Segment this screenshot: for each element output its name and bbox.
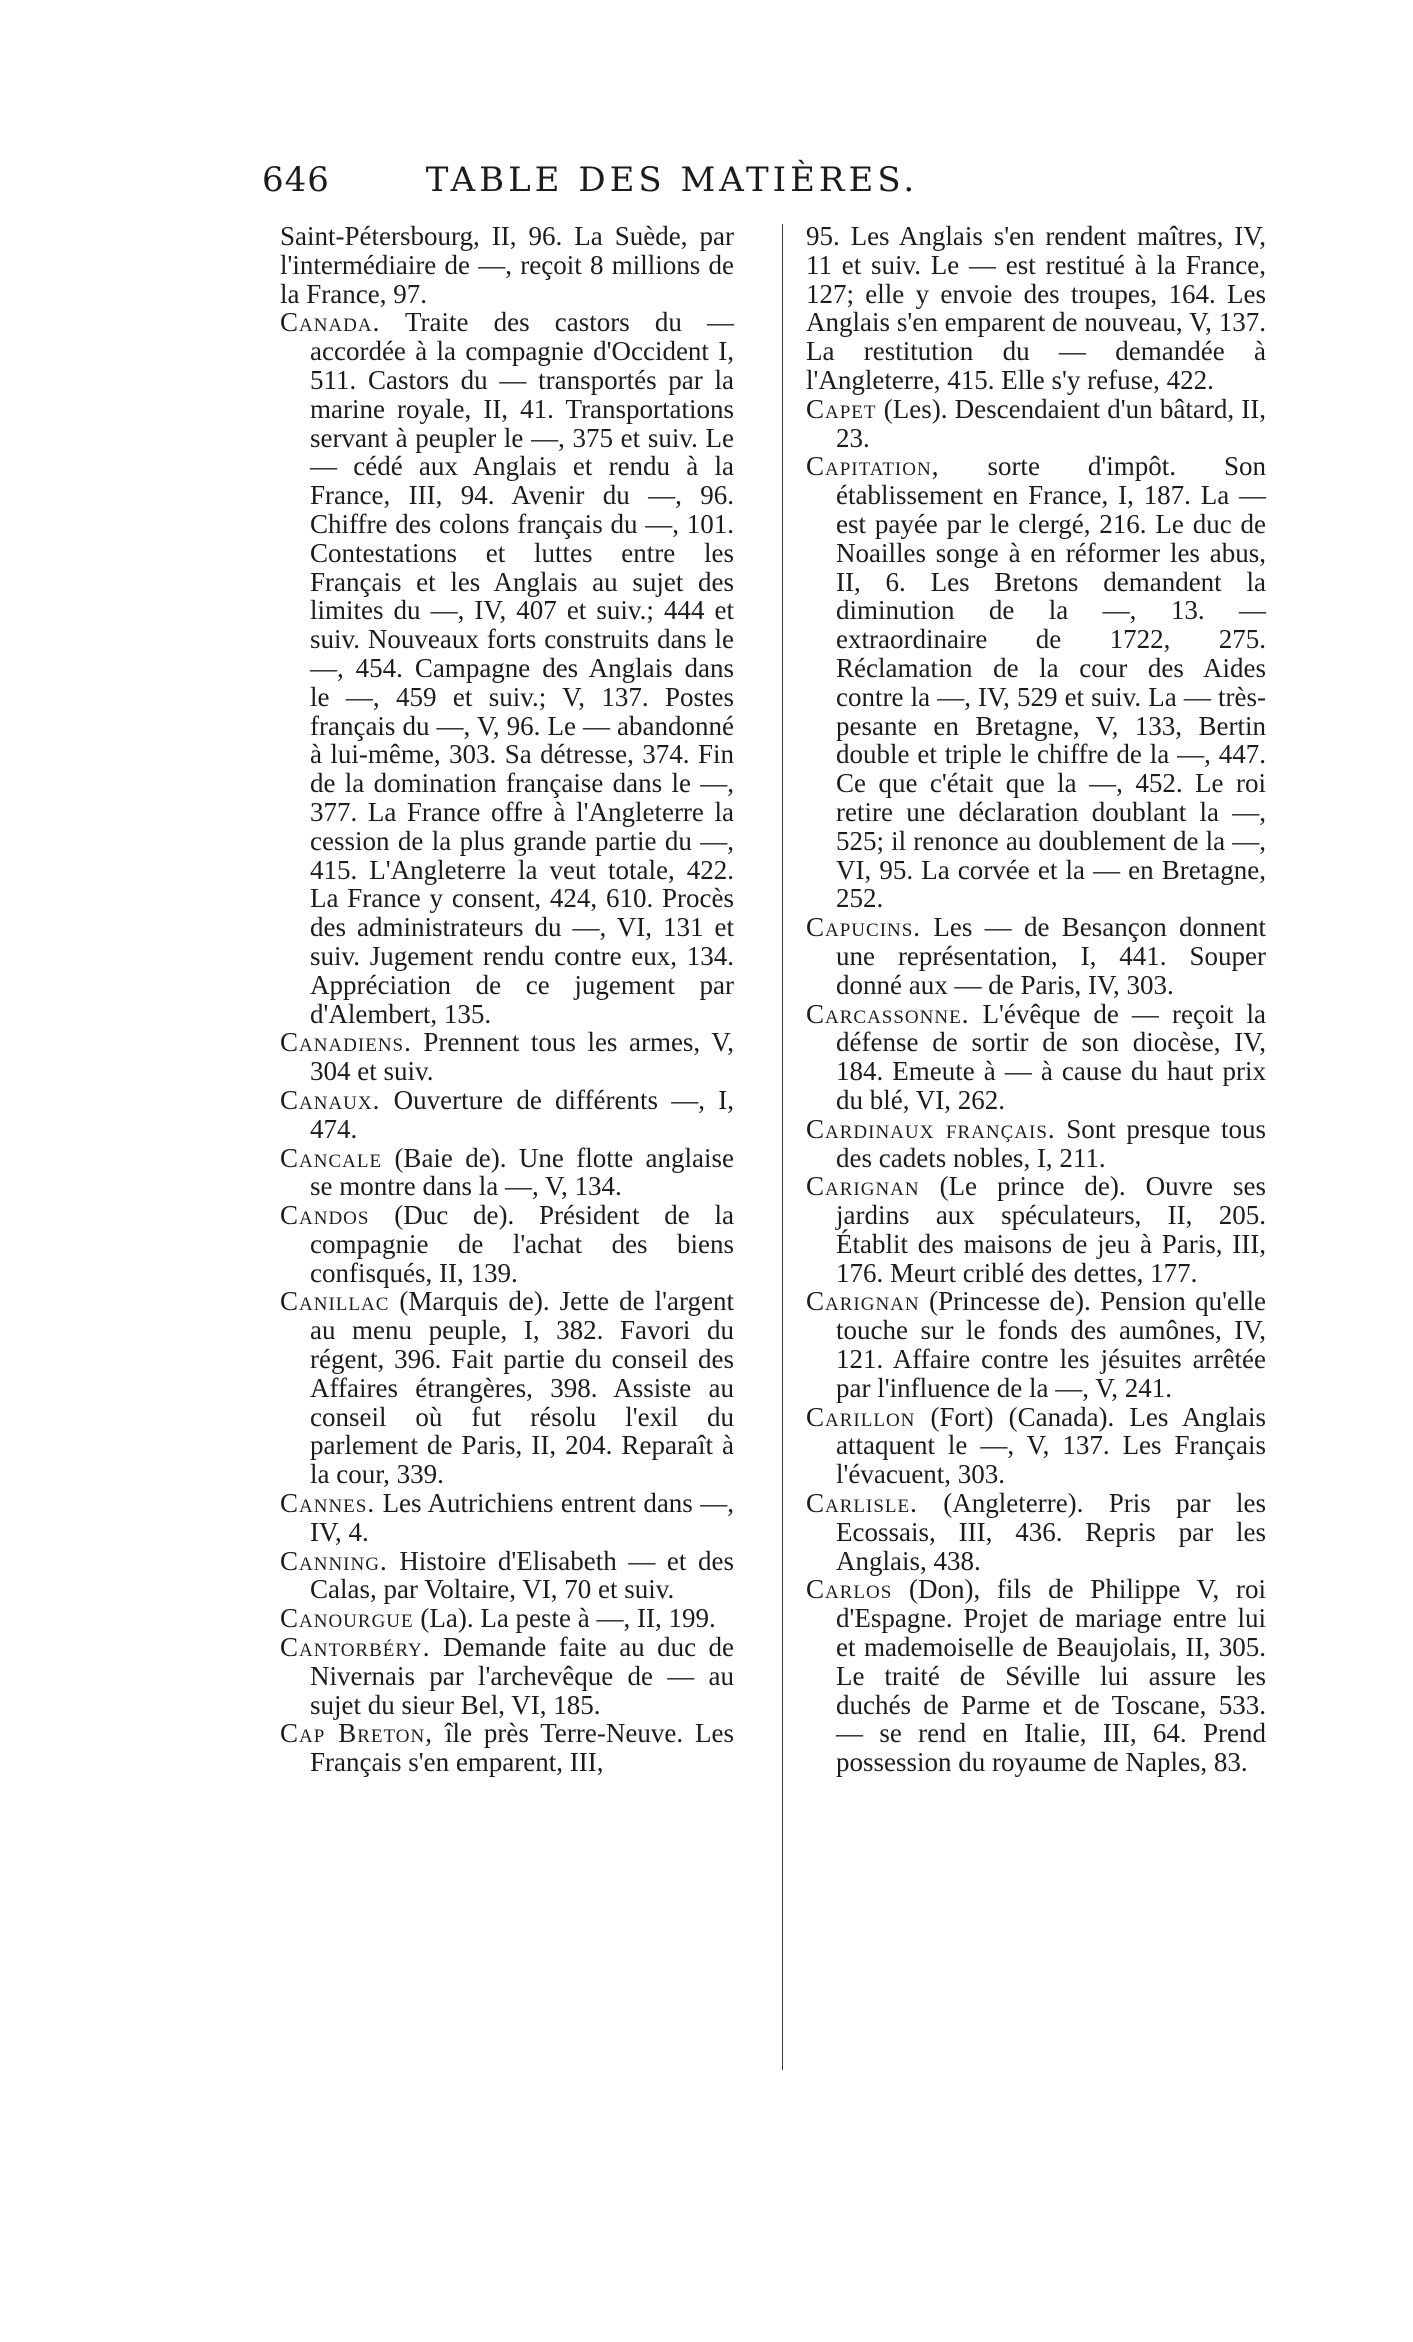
- entry-text: (Angleterre). Pris par les Ecossais, III, 436. Repris par les Anglais, 438.: [836, 1488, 1267, 1576]
- page-number: 646: [262, 160, 330, 200]
- entry-text: Histoire d'Elisabeth — et des Calas, par Voltaire, VI, 70 et suiv.: [310, 1545, 734, 1605]
- index-entry: [806, 452, 1266, 913]
- entry-heading: Cardinaux français.: [806, 1113, 1056, 1144]
- entry-text: (Princesse de). Pension qu'elle touche sur le fonds des aumônes, IV, 121. Affaire contre les jésuites arrêtée par l'influence de la —, V, 241.: [836, 1286, 1267, 1403]
- index-entry: [280, 1633, 734, 1719]
- right-column: [806, 222, 1266, 1777]
- entry-text: Saint-Pétersbourg, II, 96. La Suède, par l'intermédiaire de —, reçoit 8 millions de la France, 97.: [280, 221, 734, 309]
- entry-text: Demande faite au duc de Nivernais par l'archevêque de — au sujet du sieur Bel, VI, 185.: [310, 1632, 734, 1720]
- index-entry: [806, 1575, 1266, 1777]
- entry-heading: Cantorbéry.: [280, 1632, 431, 1663]
- entry-text: (Duc de). Président de la compagnie de l'achat des biens confisqués, II, 139.: [310, 1200, 735, 1288]
- entry-text: Sont presque tous des cadets nobles, I, 211.: [836, 1113, 1266, 1173]
- entry-heading: Capet: [806, 393, 877, 424]
- index-entry: [280, 308, 734, 1028]
- entry-heading: Carillon: [806, 1401, 916, 1432]
- entry-heading: Carlos: [806, 1574, 893, 1605]
- entry-text: Ouverture de différents —, I, 474.: [310, 1084, 735, 1144]
- entry-text: Les Autrichiens entrent dans —, IV, 4.: [310, 1488, 735, 1547]
- index-entry: [280, 1287, 734, 1489]
- entry-heading: Canourgue: [280, 1603, 414, 1634]
- running-title: TABLE DES MATIÈRES.: [425, 160, 919, 200]
- entry-text: île près Terre-Neuve. Les Français s'en emparent, III,: [310, 1718, 734, 1778]
- entry-heading: Candos: [280, 1200, 370, 1231]
- index-entry: [280, 1719, 734, 1777]
- entry-heading: Cannes.: [280, 1488, 376, 1519]
- index-entry: [280, 1201, 734, 1287]
- entry-text: Les — de Besançon donnent une représentation, I, 441. Souper donné aux — de Paris, IV, 303.: [836, 912, 1267, 1000]
- entry-heading: Canning.: [280, 1545, 388, 1576]
- entry-text: L'évêque de — reçoit la défense de sortir de son diocèse, IV, 184. Emeute à — à cause du haut prix du blé, VI, 262.: [836, 998, 1266, 1115]
- left-column: [280, 222, 734, 1777]
- index-entry: [280, 1489, 734, 1547]
- entry-text: (Fort) (Canada). Les Anglais attaquent le —, V, 137. Les Français l'évacuent, 303.: [836, 1401, 1266, 1490]
- entry-text: (Marquis de). Jette de l'argent au menu peuple, I, 382. Favori du régent, 396. Fait partie du conseil des Affaires étrangères, 398. Assiste au conseil où fut résolu l'exil du parlement de Paris, II, 204. Reparaît à la cour, 339.: [310, 1286, 735, 1490]
- index-entry: [280, 1547, 734, 1605]
- entry-heading: Canillac: [280, 1286, 390, 1317]
- entry-text: (Le prince de). Ouvre ses jardins aux spéculateurs, II, 205. Établit des maisons de jeu à Paris, III, 176. Meurt criblé des dettes, 177.: [836, 1171, 1266, 1288]
- entry-heading: Capitation,: [806, 451, 940, 482]
- entry-text: sorte d'impôt. Son établissement en France, I, 187. La — est payée par le clergé, 216. Le duc de Noailles songe à en réformer les abus, II, 6. Les Bretons demandent la diminution de la —, 13. — extraordinaire de 1722, 275. Réclamation de la cour des Aides contre la —, IV, 529 et suiv. La — très-pesante en Bretagne, V, 133, Bertin double et triple le chiffre de la —, 447. Ce que c'était que la —, 452. Le roi retire une déclaration doublant la —, 525; il renonce au doublement de la —, VI, 95. La corvée et la — en Bretagne, 252.: [836, 451, 1267, 914]
- entry-text: (Baie de). Une flotte anglaise se montre dans la —, V, 134.: [310, 1142, 735, 1202]
- entry-text: (Don), fils de Philippe V, roi d'Espagne. Projet de mariage entre lui et mademoiselle de Beaujolais, II, 305. Le traité de Séville lui assure les duchés de Parme et de Toscane, 533. — se rend en Italie, III, 64. Prend possession du royaume de Naples, 83.: [836, 1574, 1266, 1778]
- entry-text: Traite des castors du — accordée à la compagnie d'Occident I, 511. Castors du — transportés par la marine royale, II, 41. Transportations servant à peupler le —, 375 et suiv. Le — cédé aux Anglais et rendu à la France, III, 94. Avenir du —, 96. Chiffre des colons français du —, 101. Contestations et luttes entre les Français et les Anglais au sujet des limites du —, IV, 407 et suiv.; 444 et suiv. Nouveaux forts construits dans le —, 454. Campagne des Anglais dans le —, 459 et suiv.; V, 137. Postes français du —, V, 96. Le — abandonné à lui-même, 303. Sa détresse, 374. Fin de la domination française dans le —, 377. La France offre à l'Angleterre la cession de la plus grande partie du —, 415. L'Angleterre la veut totale, 422. La France y consent, 424, 610. Procès des administrateurs du —, VI, 131 et suiv. Jugement rendu contre eux, 134. Appréciation de ce jugement par d'Alembert, 135.: [310, 307, 734, 1029]
- index-entry: [280, 222, 734, 308]
- entry-text: (La). La peste à —, II, 199.: [420, 1603, 716, 1634]
- index-entry: [280, 1028, 734, 1086]
- index-entry: [280, 1086, 734, 1144]
- entry-heading: Carlisle.: [806, 1488, 918, 1519]
- index-entry: [280, 1604, 734, 1633]
- index-entry: [806, 1403, 1266, 1489]
- entry-text: (Les). Descendaient d'un bâtard, II, 23.: [836, 393, 1267, 453]
- entry-heading: Capucins.: [806, 912, 922, 943]
- entry-heading: Canada.: [280, 307, 381, 338]
- entry-heading: Cancale: [280, 1142, 383, 1173]
- index-entry: [806, 913, 1266, 999]
- entry-heading: Canadiens.: [280, 1027, 412, 1058]
- index-entry: [806, 222, 1266, 395]
- index-entry: [806, 1000, 1266, 1115]
- entry-text: Prennent tous les armes, V, 304 et suiv.: [310, 1027, 734, 1087]
- entry-text: 95. Les Anglais s'en rendent maîtres, IV, 11 et suiv. Le — est restitué à la France, 127; elle y envoie des troupes, 164. Les Anglais s'en emparent de nouveau, V, 137. La restitution du — demandée à l'Angleterre, 415. Elle s'y refuse, 422.: [806, 221, 1266, 395]
- entry-heading: Canaux.: [280, 1084, 381, 1115]
- index-entry: [806, 1115, 1266, 1173]
- index-entry: [280, 1144, 734, 1202]
- entry-heading: Cap Breton,: [280, 1718, 433, 1749]
- entry-heading: Carignan: [806, 1171, 920, 1202]
- index-entry: [806, 1489, 1266, 1575]
- index-entry: [806, 1172, 1266, 1287]
- column-divider: [782, 224, 783, 2070]
- page-header: [262, 160, 1082, 200]
- index-entry: [806, 1287, 1266, 1402]
- entry-heading: Carignan: [806, 1286, 920, 1317]
- index-entry: [806, 395, 1266, 453]
- entry-heading: Carcassonne.: [806, 998, 970, 1029]
